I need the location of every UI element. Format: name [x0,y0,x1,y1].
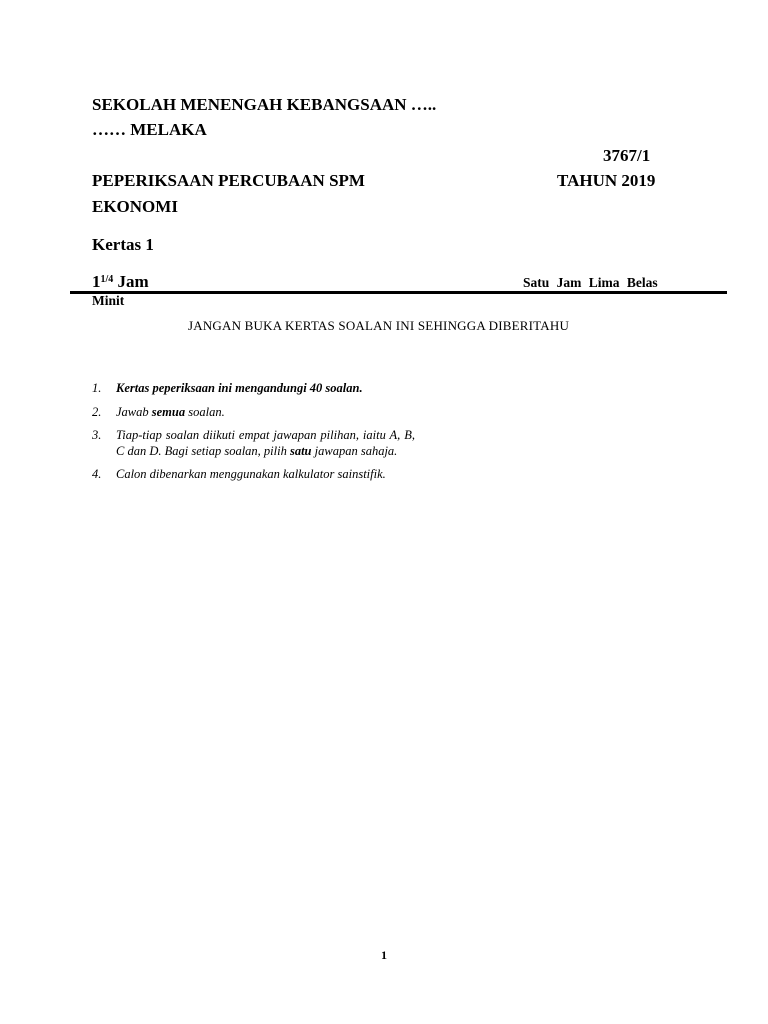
instruction-number: 3. [92,428,102,442]
exam-year: TAHUN 2019 [557,171,656,190]
paper-code: 3767/1 [603,146,651,165]
exam-title: PEPERIKSAAN PERCUBAAN SPM [92,171,365,190]
instruction-text-part: Tiap-tiap soalan diikuti empat jawapan pilihan, iaitu A, B, C dan D. Bagi setiap soalan, pilih [116,428,415,458]
instruction-number: 2. [92,404,102,419]
do-not-open-notice: JANGAN BUKA KERTAS SOALAN INI SEHINGGA DIBERITAHU [188,318,570,333]
instruction-text-part: jawapan sahaja. [311,443,398,458]
instruction-emphasis: satu [289,443,312,458]
page-number: 1 [381,948,387,962]
school-name-line2: …… MELAKA [92,120,207,139]
instruction-number: 1. [92,381,102,395]
instruction-item [92,381,415,397]
instruction-item [92,467,415,483]
paper-number: Kertas 1 [92,235,154,254]
instruction-item [92,428,415,459]
header-divider [70,291,727,294]
instruction-emphasis: semua [151,404,186,419]
duration-fraction: 1/4 [100,274,114,285]
instruction-text-part: Jawab [116,404,152,419]
instruction-text [116,405,415,421]
duration [92,272,149,292]
duration-unit: Jam [117,272,149,291]
instruction-text [116,428,415,459]
school-name-line1: SEKOLAH MENENGAH KEBANGSAAN ….. [92,95,437,114]
instruction-item [92,405,415,421]
instruction-number: 4. [92,467,102,481]
subject-title: EKONOMI [92,197,178,216]
duration-in-words: Satu Jam Lima Belas [523,275,658,290]
duration-whole: 1 [92,272,101,291]
duration-in-words-continued: Minit [92,293,125,308]
instruction-text: Kertas peperiksaan ini mengandungi 40 soalan. [116,381,363,395]
instructions-list [92,381,415,491]
instruction-text-part: soalan. [185,404,225,419]
instruction-text: Calon dibenarkan menggunakan kalkulator sainstifik. [116,467,386,481]
